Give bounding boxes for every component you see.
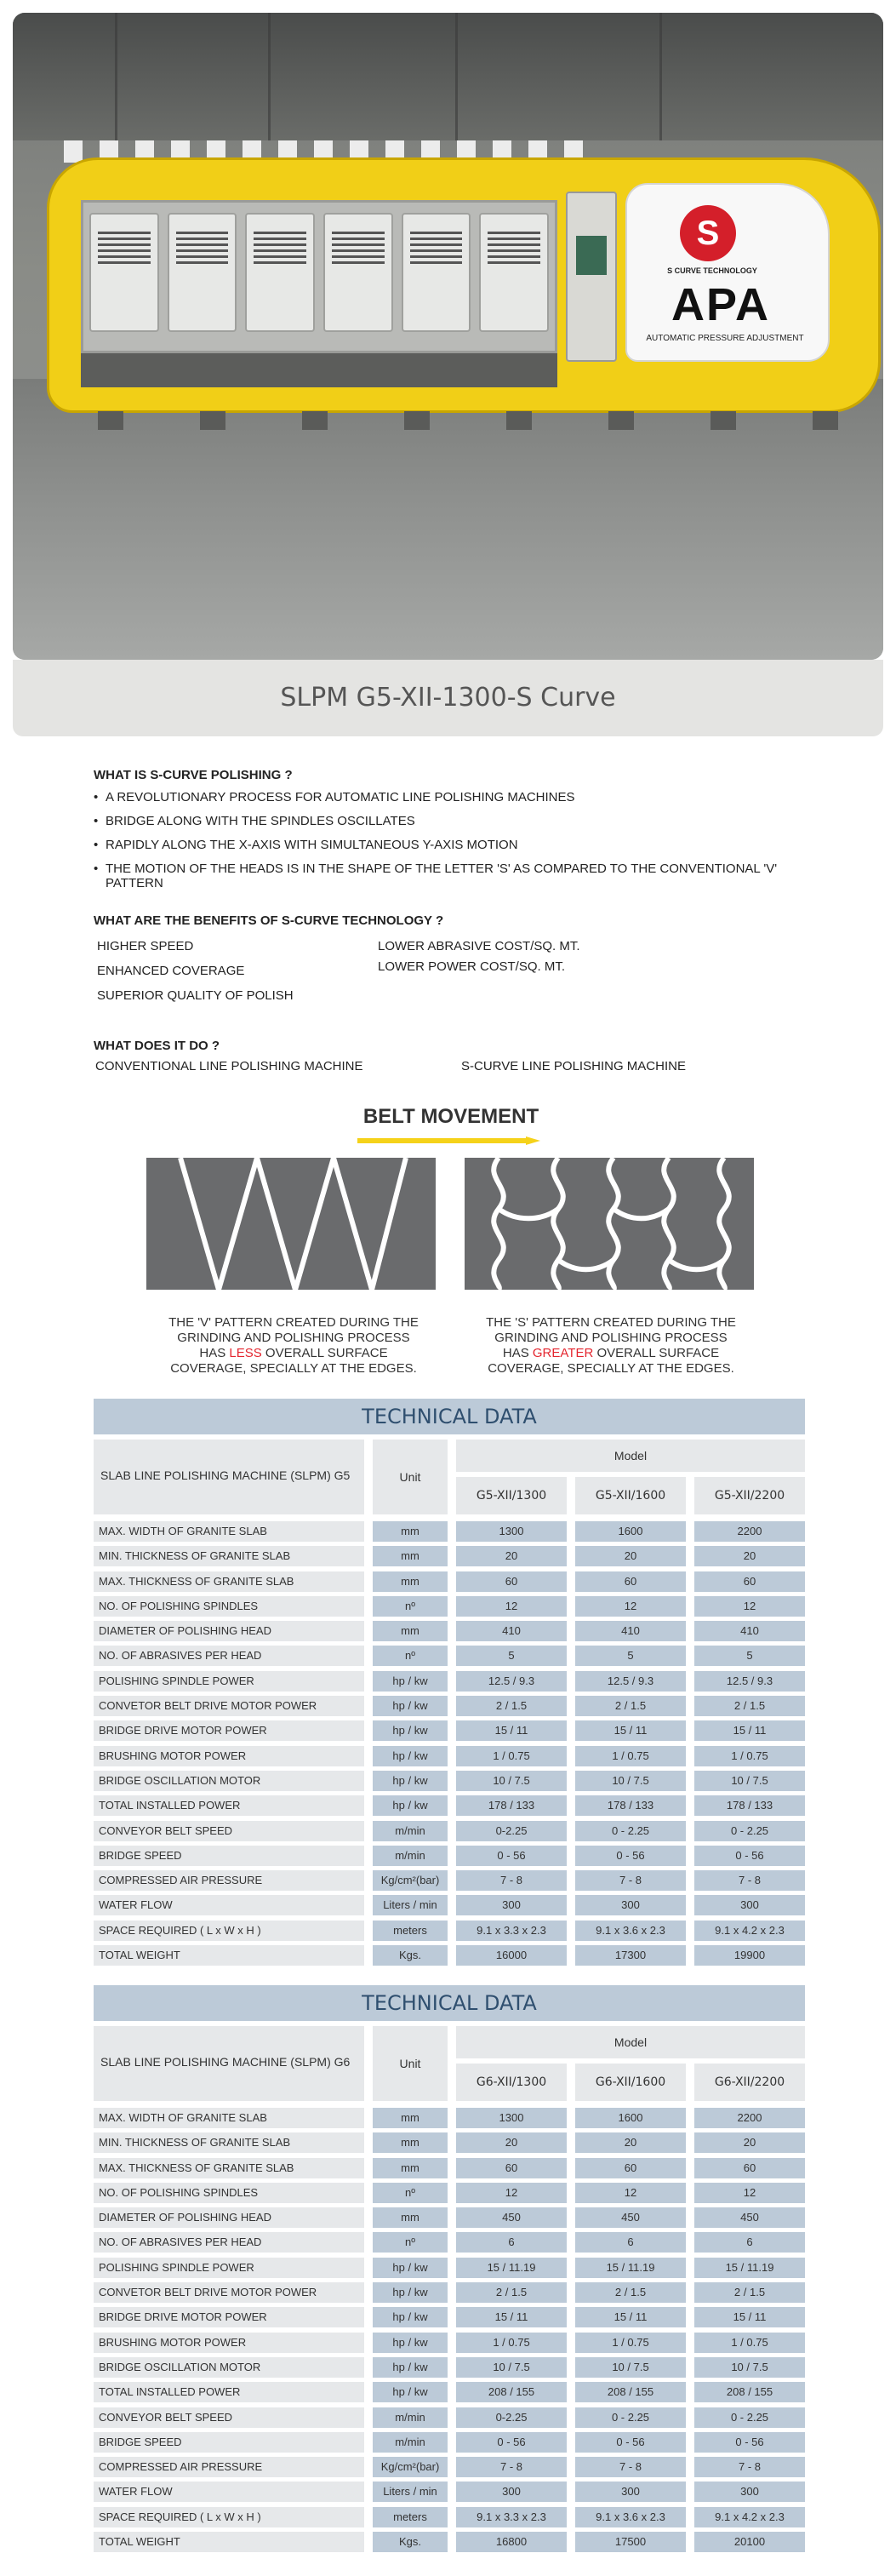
brand-plate <box>625 183 830 362</box>
spec-value: 9.1 x 3.6 x 2.3 <box>575 2507 686 2527</box>
spec-value: 10 / 7.5 <box>575 2357 686 2378</box>
spec-value: 1 / 0.75 <box>575 1746 686 1766</box>
spec-unit: hp / kw <box>373 1771 448 1791</box>
table-row <box>94 2530 805 2555</box>
spec-unit: meters <box>373 2507 448 2527</box>
spec-value: 2 / 1.5 <box>456 2282 567 2303</box>
ceiling-truss <box>115 13 117 140</box>
spec-value: 2 / 1.5 <box>456 1696 567 1716</box>
product-title: SLPM G5-XII-1300-S Curve <box>280 683 616 713</box>
spec-unit: hp / kw <box>373 2307 448 2327</box>
spec-value: 1300 <box>456 2108 567 2128</box>
spec-value: 15 / 11 <box>456 1720 567 1741</box>
spec-unit: Kg/cm²(bar) <box>373 2457 448 2477</box>
spec-name: NO. OF POLISHING SPINDLES <box>94 2183 364 2203</box>
table-row <box>94 1594 805 1619</box>
spec-unit: Liters / min <box>373 1895 448 1915</box>
spec-name: CONVEYOR BELT SPEED <box>94 2407 364 2428</box>
spec-name: BRIDGE SPEED <box>94 1846 364 1866</box>
spec-value: 15 / 11 <box>575 1720 686 1741</box>
model-name: G5-XII/1600 <box>575 1477 686 1514</box>
belt-movement-title: BELT MOVEMENT <box>362 1105 539 1128</box>
table-row <box>94 1794 805 1818</box>
spec-value: 20 <box>456 1546 567 1566</box>
what-is-list <box>94 790 800 900</box>
table-row <box>94 2256 805 2281</box>
benefit-item: LOWER POWER COST/SQ. MT. <box>378 959 566 974</box>
caption-text: OVERALL SURFACE COVERAGE, SPECIALLY AT THE EDGES. <box>488 1346 734 1376</box>
spec-name: WATER FLOW <box>94 2482 364 2502</box>
spec-value: 12 <box>456 2183 567 2203</box>
spec-unit: hp / kw <box>373 2258 448 2278</box>
table-row <box>94 1919 805 1943</box>
spec-value: 60 <box>575 2158 686 2178</box>
spec-value: 2 / 1.5 <box>575 1696 686 1716</box>
spec-value: 60 <box>456 1571 567 1592</box>
spec-unit: mm <box>373 2132 448 2153</box>
table-row <box>94 2356 805 2380</box>
belt-arrow-icon <box>357 1136 540 1145</box>
spec-value: 0 - 56 <box>575 2432 686 2453</box>
table-body <box>94 2106 805 2555</box>
apa-subtitle: AUTOMATIC PRESSURE ADJUSTMENT <box>646 334 804 343</box>
spec-unit: nº <box>373 2183 448 2203</box>
table-row <box>94 1520 805 1544</box>
list-item: • RAPIDLY ALONG THE X-AXIS WITH SIMULTANEOUS Y-AXIS MOTION <box>94 838 800 852</box>
model-name: G6-XII/1600 <box>575 2064 686 2101</box>
product-title-bar <box>13 660 883 736</box>
spec-value: 178 / 133 <box>694 1795 805 1816</box>
model-name: G6-XII/1300 <box>456 2064 567 2101</box>
spec-value: 20 <box>694 2132 805 2153</box>
machine-photo <box>13 13 883 660</box>
spec-value: 7 - 8 <box>456 1870 567 1891</box>
spec-unit: mm <box>373 1571 448 1592</box>
spec-value: 6 <box>694 2232 805 2253</box>
benefit-item: SUPERIOR QUALITY OF POLISH <box>97 988 294 1003</box>
what-is-heading: WHAT IS S-CURVE POLISHING ? <box>94 768 293 782</box>
spec-value: 0 - 56 <box>694 2432 805 2453</box>
spec-name: BRIDGE DRIVE MOTOR POWER <box>94 1720 364 1741</box>
caption-text: THE 'S' PATTERN CREATED DURING THE GRINDING AND POLISHING PROCESS HAS <box>486 1315 736 1360</box>
benefit-item: HIGHER SPEED <box>97 939 194 953</box>
spec-unit: Kgs. <box>373 2532 448 2552</box>
machine-panel <box>402 213 471 332</box>
spec-value: 60 <box>456 2158 567 2178</box>
spec-value: 10 / 7.5 <box>456 1771 567 1791</box>
table-body <box>94 1520 805 1968</box>
caption-highlight: GREATER <box>532 1346 594 1360</box>
spec-value: 16800 <box>456 2532 567 2552</box>
spec-value: 410 <box>694 1621 805 1641</box>
ceiling-truss <box>455 13 458 140</box>
spec-value: 1300 <box>456 1521 567 1542</box>
spec-value: 0 - 56 <box>456 2432 567 2453</box>
spec-name: MAX. THICKNESS OF GRANITE SLAB <box>94 1571 364 1592</box>
machine-panel <box>479 213 549 332</box>
spec-name: DIAMETER OF POLISHING HEAD <box>94 2207 364 2228</box>
table-row <box>94 1544 805 1569</box>
model-name: G6-XII/2200 <box>694 2064 805 2101</box>
technical-data-table-g5 <box>94 1399 805 1968</box>
table-row <box>94 2281 805 2305</box>
spec-unit: hp / kw <box>373 1671 448 1692</box>
spec-value: 9.1 x 3.3 x 2.3 <box>456 1921 567 1941</box>
spec-value: 0-2.25 <box>456 1821 567 1841</box>
spec-value: 9.1 x 3.3 x 2.3 <box>456 2507 567 2527</box>
spec-value: 6 <box>575 2232 686 2253</box>
spec-unit: hp / kw <box>373 2282 448 2303</box>
table-row <box>94 2230 805 2255</box>
ceiling-truss <box>659 13 662 140</box>
spec-value: 450 <box>575 2207 686 2228</box>
table-title: TECHNICAL DATA <box>94 1985 805 2021</box>
s-curve-logo: S <box>680 205 736 261</box>
spec-unit: Liters / min <box>373 2482 448 2502</box>
spec-value: 7 - 8 <box>575 2457 686 2477</box>
table-row <box>94 1819 805 1844</box>
spec-value: 0 - 56 <box>694 1846 805 1866</box>
spec-value: 6 <box>456 2232 567 2253</box>
ceiling-truss <box>268 13 271 140</box>
spec-unit: hp / kw <box>373 2382 448 2402</box>
spec-value: 15 / 11 <box>575 2307 686 2327</box>
spec-unit: m/min <box>373 2407 448 2428</box>
spec-unit: hp / kw <box>373 2333 448 2353</box>
spec-value: 300 <box>694 2482 805 2502</box>
table-row <box>94 1893 805 1918</box>
table-title: TECHNICAL DATA <box>94 1399 805 1434</box>
spec-value: 178 / 133 <box>456 1795 567 1816</box>
s-pattern-caption <box>483 1315 739 1377</box>
table-row <box>94 2430 805 2455</box>
list-item: • A REVOLUTIONARY PROCESS FOR AUTOMATIC LINE POLISHING MACHINES <box>94 790 800 804</box>
table-row <box>94 2331 805 2356</box>
spec-value: 10 / 7.5 <box>575 1771 686 1791</box>
spec-unit: meters <box>373 1921 448 1941</box>
spec-value: 0 - 2.25 <box>694 1821 805 1841</box>
spec-unit: hp / kw <box>373 1746 448 1766</box>
table-row <box>94 1869 805 1893</box>
spec-unit: nº <box>373 2232 448 2253</box>
spec-value: 12.5 / 9.3 <box>694 1671 805 1692</box>
spec-unit: nº <box>373 1646 448 1666</box>
spec-value: 10 / 7.5 <box>694 1771 805 1791</box>
spec-value: 0-2.25 <box>456 2407 567 2428</box>
spec-unit: mm <box>373 2108 448 2128</box>
v-pattern-caption <box>166 1315 421 1377</box>
benefit-item: LOWER ABRASIVE COST/SQ. MT. <box>378 939 580 953</box>
spec-value: 60 <box>694 1571 805 1592</box>
spec-value: 10 / 7.5 <box>456 2357 567 2378</box>
spec-value: 0 - 2.25 <box>694 2407 805 2428</box>
spec-value: 12 <box>694 1596 805 1617</box>
spec-value: 20 <box>456 2132 567 2153</box>
table-row <box>94 1694 805 1719</box>
machine-panel <box>323 213 393 332</box>
control-panel <box>566 192 617 362</box>
spec-value: 12 <box>575 2183 686 2203</box>
spec-value: 17500 <box>575 2532 686 2552</box>
polishing-machine <box>47 140 881 430</box>
table-row <box>94 1769 805 1794</box>
list-item: • BRIDGE ALONG WITH THE SPINDLES OSCILLATES <box>94 814 800 828</box>
table-row <box>94 1744 805 1769</box>
spec-name: MAX. WIDTH OF GRANITE SLAB <box>94 1521 364 1542</box>
spec-name: NO. OF POLISHING SPINDLES <box>94 1596 364 1617</box>
spec-value: 15 / 11 <box>456 2307 567 2327</box>
spec-value: 60 <box>575 1571 686 1592</box>
conventional-label: CONVENTIONAL LINE POLISHING MACHINE <box>95 1059 363 1073</box>
machine-panels <box>89 213 549 332</box>
spec-value: 300 <box>575 2482 686 2502</box>
table-row <box>94 2156 805 2181</box>
table-row <box>94 2406 805 2430</box>
spec-value: 178 / 133 <box>575 1795 686 1816</box>
spec-value: 20100 <box>694 2532 805 2552</box>
spec-unit: hp / kw <box>373 1720 448 1741</box>
spec-unit: mm <box>373 1546 448 1566</box>
table-row <box>94 1619 805 1644</box>
spec-value: 15 / 11.19 <box>575 2258 686 2278</box>
spec-value: 10 / 7.5 <box>694 2357 805 2378</box>
spec-name: BRUSHING MOTOR POWER <box>94 2333 364 2353</box>
spec-unit: mm <box>373 1521 448 1542</box>
spec-name: BRIDGE OSCILLATION MOTOR <box>94 2357 364 2378</box>
table-row <box>94 1669 805 1694</box>
spec-value: 60 <box>694 2158 805 2178</box>
spec-value: 1 / 0.75 <box>694 2333 805 2353</box>
spec-value: 1 / 0.75 <box>694 1746 805 1766</box>
spec-unit: mm <box>373 2207 448 2228</box>
spec-value: 300 <box>694 1895 805 1915</box>
spec-name: BRIDGE DRIVE MOTOR POWER <box>94 2307 364 2327</box>
technical-data-table-g6 <box>94 1985 805 2555</box>
spec-name: CONVETOR BELT DRIVE MOTOR POWER <box>94 1696 364 1716</box>
spec-name: BRIDGE OSCILLATION MOTOR <box>94 1771 364 1791</box>
spec-value: 208 / 155 <box>456 2382 567 2402</box>
table-row <box>94 2455 805 2480</box>
spec-name: SPACE REQUIRED ( L x W x H ) <box>94 2507 364 2527</box>
spec-unit: mm <box>373 1621 448 1641</box>
spec-value: 410 <box>575 1621 686 1641</box>
table-header <box>94 1440 805 1520</box>
spec-value: 0 - 56 <box>575 1846 686 1866</box>
spec-value: 7 - 8 <box>694 1870 805 1891</box>
spec-value: 1 / 0.75 <box>575 2333 686 2353</box>
machine-panel <box>89 213 159 332</box>
spec-name: DIAMETER OF POLISHING HEAD <box>94 1621 364 1641</box>
spec-value: 208 / 155 <box>694 2382 805 2402</box>
spec-value: 5 <box>694 1646 805 1666</box>
spec-value: 1 / 0.75 <box>456 1746 567 1766</box>
spec-value: 5 <box>456 1646 567 1666</box>
s-curve-label: S-CURVE LINE POLISHING MACHINE <box>461 1059 686 1073</box>
spec-value: 0 - 56 <box>456 1846 567 1866</box>
spec-value: 0 - 2.25 <box>575 1821 686 1841</box>
spec-value: 0 - 2.25 <box>575 2407 686 2428</box>
spec-value: 12.5 / 9.3 <box>456 1671 567 1692</box>
caption-text: OVERALL SURFACE COVERAGE, SPECIALLY AT THE EDGES. <box>170 1346 417 1376</box>
model-header: Model <box>456 2026 805 2058</box>
table-row <box>94 2106 805 2131</box>
benefits-heading: WHAT ARE THE BENEFITS OF S-CURVE TECHNOLOGY ? <box>94 913 444 928</box>
spec-value: 300 <box>456 1895 567 1915</box>
spec-value: 19900 <box>694 1945 805 1966</box>
spec-value: 2 / 1.5 <box>694 1696 805 1716</box>
spec-name: CONVETOR BELT DRIVE MOTOR POWER <box>94 2282 364 2303</box>
spec-value: 410 <box>456 1621 567 1641</box>
spec-value: 12 <box>575 1596 686 1617</box>
spec-name: NO. OF ABRASIVES PER HEAD <box>94 2232 364 2253</box>
spec-value: 450 <box>456 2207 567 2228</box>
spec-value: 300 <box>456 2482 567 2502</box>
machine-name: SLAB LINE POLISHING MACHINE (SLPM) G6 <box>94 2026 364 2101</box>
apa-logo: APA <box>671 279 770 330</box>
spec-value: 12 <box>694 2183 805 2203</box>
spec-value: 9.1 x 3.6 x 2.3 <box>575 1921 686 1941</box>
model-name: G5-XII/2200 <box>694 1477 805 1514</box>
spec-value: 7 - 8 <box>575 1870 686 1891</box>
spec-value: 15 / 11 <box>694 1720 805 1741</box>
spec-value: 12.5 / 9.3 <box>575 1671 686 1692</box>
spec-value: 1600 <box>575 1521 686 1542</box>
table-header <box>94 2026 805 2106</box>
spec-name: COMPRESSED AIR PRESSURE <box>94 1870 364 1891</box>
spec-unit: mm <box>373 2158 448 2178</box>
spec-name: BRIDGE SPEED <box>94 2432 364 2453</box>
table-row <box>94 2505 805 2530</box>
spec-value: 208 / 155 <box>575 2382 686 2402</box>
spec-unit: Kgs. <box>373 1945 448 1966</box>
spec-value: 12 <box>456 1596 567 1617</box>
spec-name: NO. OF ABRASIVES PER HEAD <box>94 1646 364 1666</box>
spec-name: BRUSHING MOTOR POWER <box>94 1746 364 1766</box>
spec-value: 9.1 x 4.2 x 2.3 <box>694 1921 805 1941</box>
table-row <box>94 1570 805 1594</box>
spec-value: 450 <box>694 2207 805 2228</box>
unit-header: Unit <box>373 2026 448 2101</box>
spec-name: MAX. WIDTH OF GRANITE SLAB <box>94 2108 364 2128</box>
spec-value: 7 - 8 <box>456 2457 567 2477</box>
s-pattern-diagram <box>465 1158 754 1290</box>
spec-name: TOTAL WEIGHT <box>94 2532 364 2552</box>
spec-value: 17300 <box>575 1945 686 1966</box>
spec-value: 300 <box>575 1895 686 1915</box>
table-row <box>94 2380 805 2405</box>
spec-value: 2 / 1.5 <box>575 2282 686 2303</box>
machine-panel <box>245 213 315 332</box>
s-curve-tagline: S CURVE TECHNOLOGY <box>667 266 757 275</box>
spec-unit: nº <box>373 1596 448 1617</box>
spec-name: TOTAL INSTALLED POWER <box>94 1795 364 1816</box>
spec-value: 2200 <box>694 2108 805 2128</box>
table-row <box>94 2131 805 2155</box>
unit-header: Unit <box>373 1440 448 1514</box>
table-row <box>94 2181 805 2206</box>
spec-value: 20 <box>575 2132 686 2153</box>
machine-panel <box>168 213 237 332</box>
does-heading: WHAT DOES IT DO ? <box>94 1039 220 1053</box>
v-pattern-diagram <box>146 1158 436 1290</box>
spec-value: 15 / 11.19 <box>456 2258 567 2278</box>
spec-name: MIN. THICKNESS OF GRANITE SLAB <box>94 2132 364 2153</box>
table-row <box>94 2305 805 2330</box>
spec-unit: m/min <box>373 1821 448 1841</box>
spec-value: 5 <box>575 1646 686 1666</box>
spec-unit: hp / kw <box>373 2357 448 2378</box>
caption-text: THE 'V' PATTERN CREATED DURING THE GRINDING AND POLISHING PROCESS HAS <box>168 1315 419 1360</box>
machine-stands <box>98 411 847 430</box>
table-row <box>94 2206 805 2230</box>
table-row <box>94 1719 805 1743</box>
spec-unit: hp / kw <box>373 1696 448 1716</box>
spec-unit: hp / kw <box>373 1795 448 1816</box>
list-item: • THE MOTION OF THE HEADS IS IN THE SHAPE OF THE LETTER 'S' AS COMPARED TO THE CONVENTIONAL 'V' PATTERN <box>94 862 800 890</box>
spec-name: TOTAL WEIGHT <box>94 1945 364 1966</box>
spec-name: WATER FLOW <box>94 1895 364 1915</box>
spec-value: 16000 <box>456 1945 567 1966</box>
benefit-item: ENHANCED COVERAGE <box>97 964 245 978</box>
spec-value: 7 - 8 <box>694 2457 805 2477</box>
spec-value: 2200 <box>694 1521 805 1542</box>
table-row <box>94 1844 805 1869</box>
machine-name: SLAB LINE POLISHING MACHINE (SLPM) G5 <box>94 1440 364 1514</box>
table-row <box>94 1644 805 1669</box>
spec-name: MIN. THICKNESS OF GRANITE SLAB <box>94 1546 364 1566</box>
spec-value: 15 / 11.19 <box>694 2258 805 2278</box>
caption-highlight: LESS <box>229 1346 262 1360</box>
spec-value: 1600 <box>575 2108 686 2128</box>
spec-unit: m/min <box>373 1846 448 1866</box>
spec-unit: m/min <box>373 2432 448 2453</box>
spec-name: TOTAL INSTALLED POWER <box>94 2382 364 2402</box>
spec-name: MAX. THICKNESS OF GRANITE SLAB <box>94 2158 364 2178</box>
spec-value: 2 / 1.5 <box>694 2282 805 2303</box>
spec-value: 20 <box>694 1546 805 1566</box>
spec-value: 1 / 0.75 <box>456 2333 567 2353</box>
spec-name: POLISHING SPINDLE POWER <box>94 1671 364 1692</box>
spec-unit: Kg/cm²(bar) <box>373 1870 448 1891</box>
spec-value: 15 / 11 <box>694 2307 805 2327</box>
spec-value: 20 <box>575 1546 686 1566</box>
spec-name: CONVEYOR BELT SPEED <box>94 1821 364 1841</box>
table-row <box>94 2480 805 2504</box>
factory-ceiling <box>13 13 883 140</box>
spec-value: 9.1 x 4.2 x 2.3 <box>694 2507 805 2527</box>
spec-name: POLISHING SPINDLE POWER <box>94 2258 364 2278</box>
model-name: G5-XII/1300 <box>456 1477 567 1514</box>
spec-name: SPACE REQUIRED ( L x W x H ) <box>94 1921 364 1941</box>
table-row <box>94 1943 805 1968</box>
model-header: Model <box>456 1440 805 1472</box>
machine-base <box>81 353 557 387</box>
spec-name: COMPRESSED AIR PRESSURE <box>94 2457 364 2477</box>
